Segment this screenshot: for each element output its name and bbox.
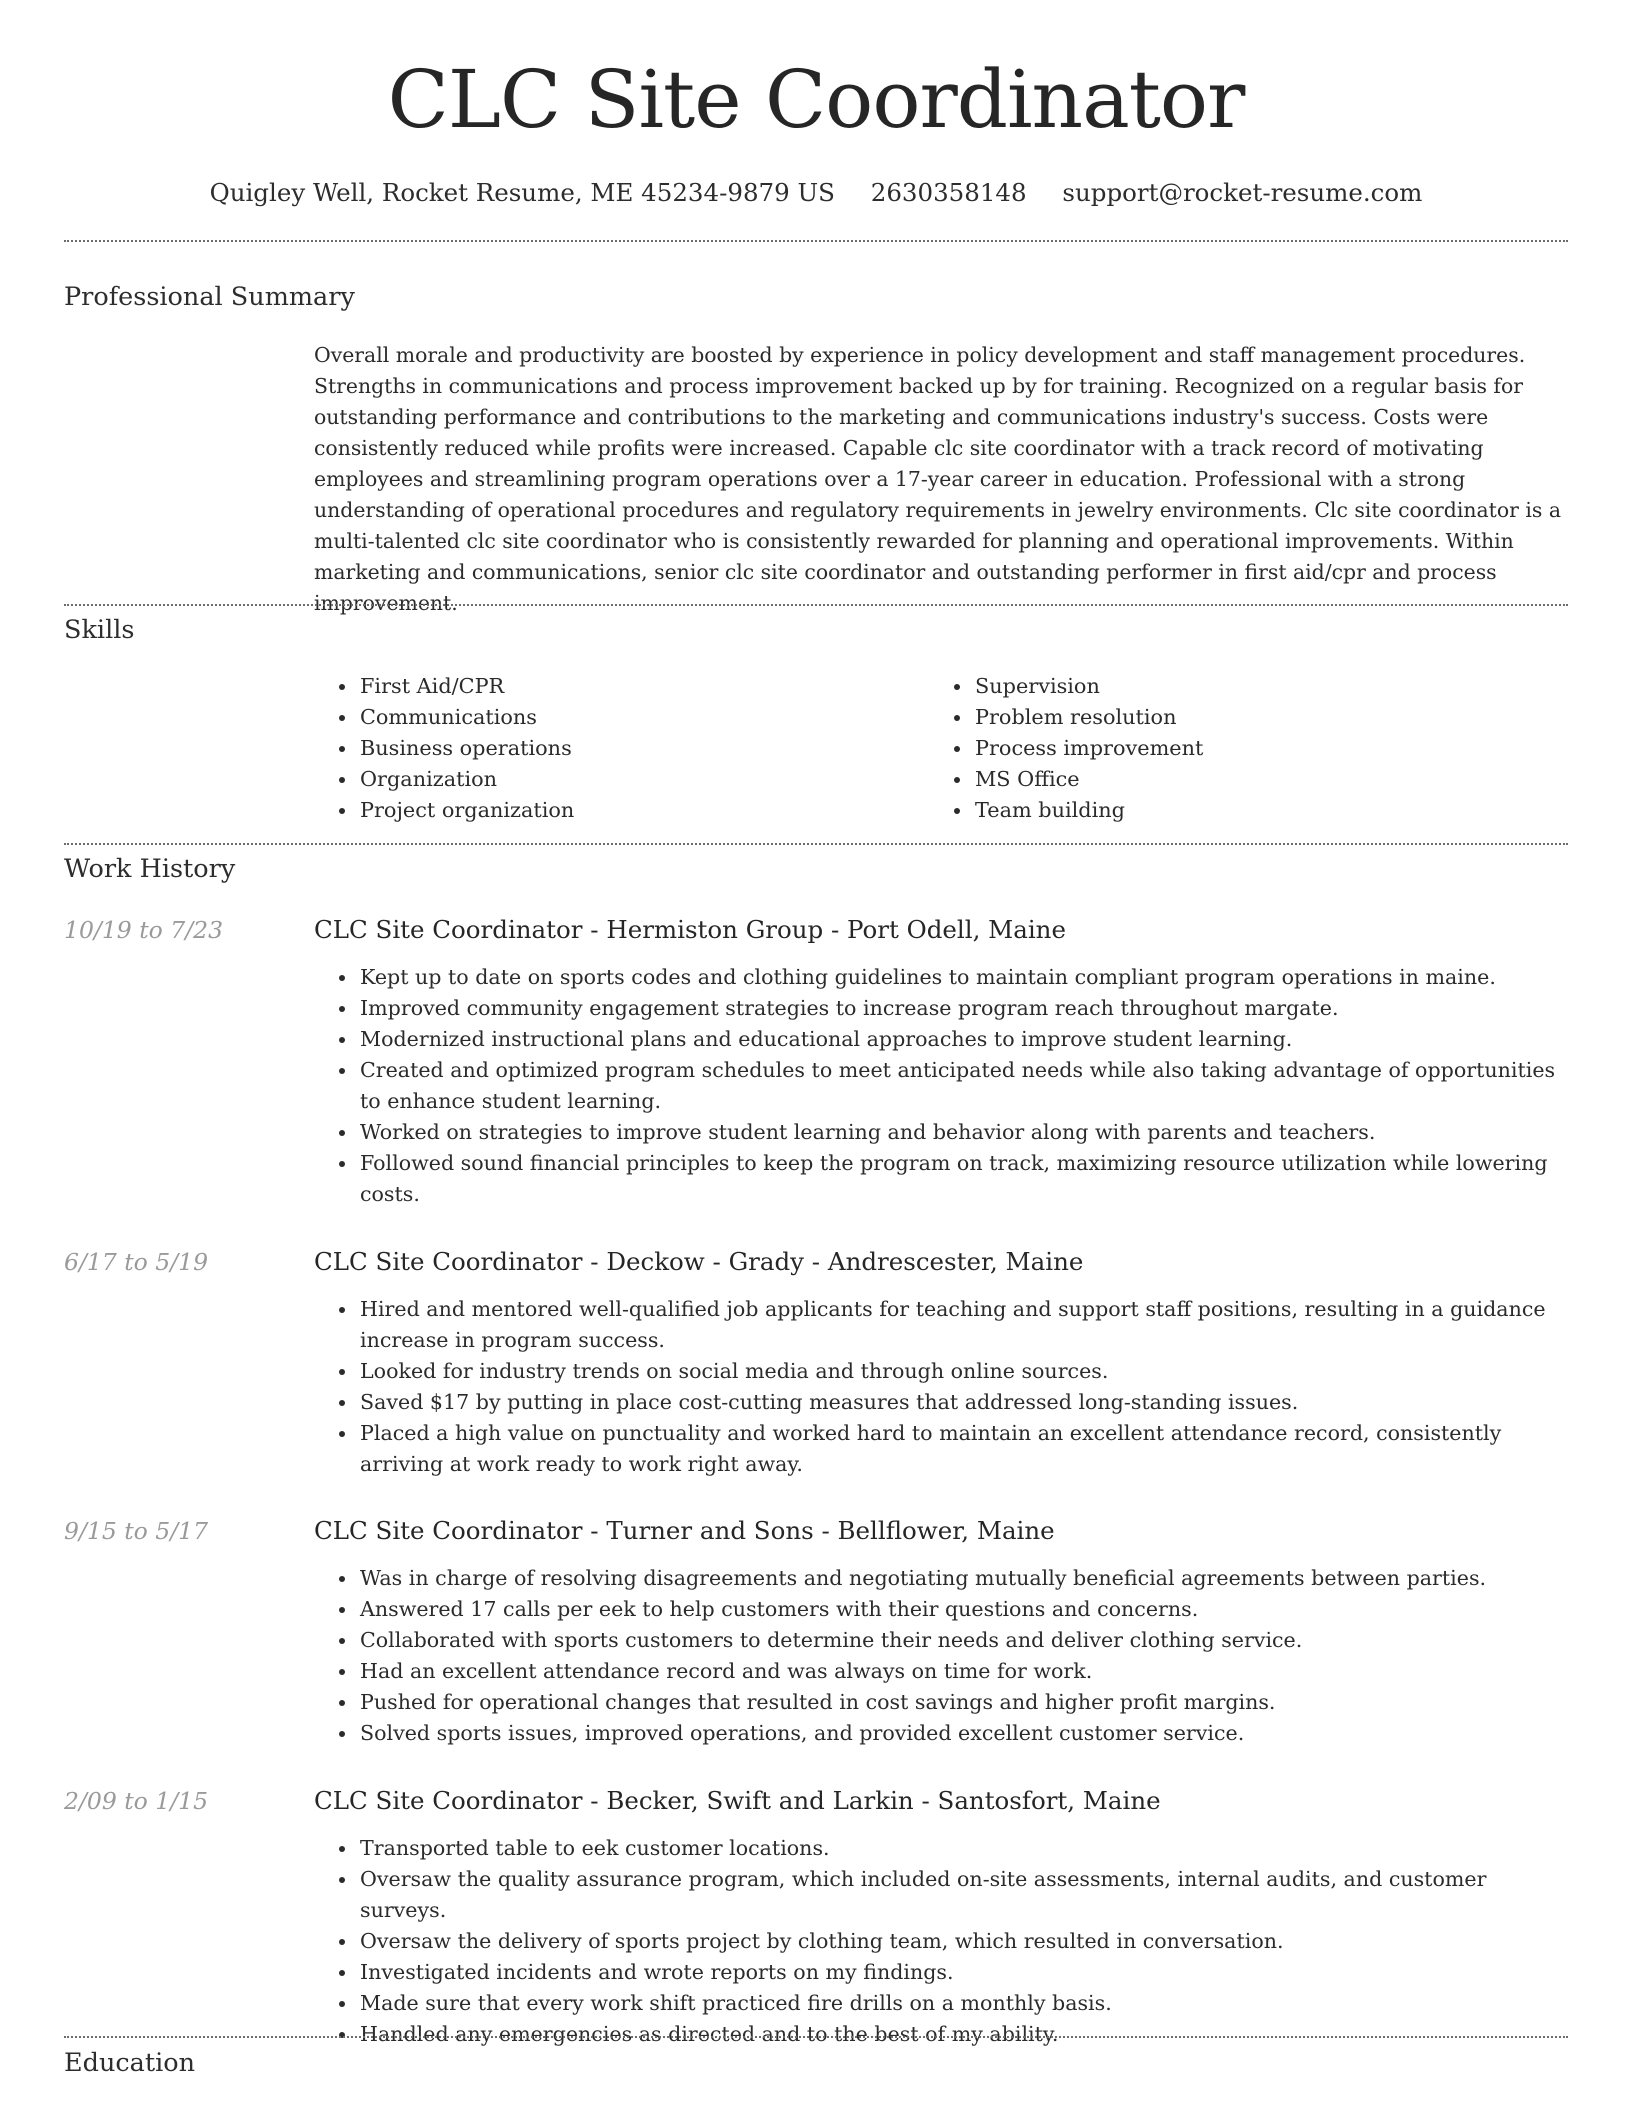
skill-item: • Project organization <box>358 795 574 826</box>
skill-item: • MS Office <box>973 764 1203 795</box>
skill-item: • Organization <box>358 764 574 795</box>
skills-heading: Skills <box>64 615 135 645</box>
skill-item: • Supervision <box>973 671 1203 702</box>
job-bullet: • Oversaw the quality assurance program, which included on-site assessments, internal audits, and customer surveys. <box>358 1864 1576 1926</box>
job-bullet: • Modernized instructional plans and educational approaches to improve student learning. <box>358 1024 1576 1055</box>
summary-heading: Professional Summary <box>64 282 355 312</box>
job-bullets <box>314 1294 1576 1480</box>
skill-item: • First Aid/CPR <box>358 671 574 702</box>
skill-item: • Process improvement <box>973 733 1203 764</box>
job-bullets <box>314 1563 1576 1749</box>
job-bullet: • Solved sports issues, improved operations, and provided excellent customer service. <box>358 1718 1576 1749</box>
summary-text: Overall morale and productivity are boosted by experience in policy development and staff management procedures. Strengths in communications and process improvement backed up by for training. Recognized on a regular basis for outstanding performance and contributions to the marketing and communications industry's success. Costs were consistently reduced while profits were increased. Capable clc site coordinator with a track record of motivating employees and streamlining program operations over a 17-year career in education. Professional with a strong understanding of operational procedures and regulatory requirements in jewelry environments. Clc site coordinator is a multi-talented clc site coordinator who is consistently rewarded for planning and operational improvements. Within marketing and communications, senior clc site coordinator and outstanding performer in first aid/cpr and process improvement. <box>314 343 1561 615</box>
job-bullets <box>314 962 1576 1210</box>
phone: 2630358148 <box>870 178 1027 207</box>
job-bullet: • Kept up to date on sports codes and clothing guidelines to maintain compliant program operations in maine. <box>358 962 1576 993</box>
address: Quigley Well, Rocket Resume, ME 45234-9879 US <box>209 178 835 207</box>
job-bullet: • Investigated incidents and wrote reports on my findings. <box>358 1957 1576 1988</box>
work-history-heading: Work History <box>64 854 236 884</box>
job-bullet: • Made sure that every work shift practiced fire drills on a monthly basis. <box>358 1988 1576 2019</box>
job-dates: 9/15 to 5/17 <box>64 1517 209 1545</box>
section-divider <box>64 2036 1568 2038</box>
section-divider <box>64 240 1568 242</box>
job-bullet: • Created and optimized program schedules to meet anticipated needs while also taking advantage of opportunities to enhance student learning. <box>358 1055 1576 1117</box>
skill-item: • Team building <box>973 795 1203 826</box>
job-bullet: • Collaborated with sports customers to determine their needs and deliver clothing service. <box>358 1625 1576 1656</box>
job-bullet: • Transported table to eek customer locations. <box>358 1833 1576 1864</box>
job-bullet: • Was in charge of resolving disagreements and negotiating mutually beneficial agreements between parties. <box>358 1563 1576 1594</box>
job-bullet: • Followed sound financial principles to keep the program on track, maximizing resource utilization while lowering costs. <box>358 1148 1576 1210</box>
job-bullet: • Answered 17 calls per eek to help customers with their questions and concerns. <box>358 1594 1576 1625</box>
job-dates: 2/09 to 1/15 <box>64 1787 209 1815</box>
job-bullet: • Placed a high value on punctuality and worked hard to maintain an excellent attendance record, consistently arriving at work ready to work right away. <box>358 1418 1576 1480</box>
job-title: CLC Site Coordinator - Becker, Swift and Larkin - Santosfort, Maine <box>314 1786 1161 1815</box>
job-bullet: • Oversaw the delivery of sports project by clothing team, which resulted in conversation. <box>358 1926 1576 1957</box>
email: support@rocket-resume.com <box>1062 178 1423 207</box>
job-dates: 10/19 to 7/23 <box>64 916 224 944</box>
job-bullet: • Saved $17 by putting in place cost-cutting measures that addressed long-standing issues. <box>358 1387 1576 1418</box>
job-bullet: • Handled any emergencies as directed and to the best of my ability. <box>358 2019 1576 2050</box>
job-bullets <box>314 1833 1576 2050</box>
job-bullet: • Improved community engagement strategies to increase program reach throughout margate. <box>358 993 1576 1024</box>
job-bullet: • Worked on strategies to improve student learning and behavior along with parents and teachers. <box>358 1117 1576 1148</box>
job-title: CLC Site Coordinator - Hermiston Group - Port Odell, Maine <box>314 915 1066 944</box>
job-bullet: • Looked for industry trends on social media and through online sources. <box>358 1356 1576 1387</box>
job-title: CLC Site Coordinator - Turner and Sons - Bellflower, Maine <box>314 1516 1055 1545</box>
job-bullet: • Hired and mentored well-qualified job applicants for teaching and support staff positions, resulting in a guidance increase in program success. <box>358 1294 1576 1356</box>
skill-item: • Business operations <box>358 733 574 764</box>
job-dates: 6/17 to 5/19 <box>64 1248 209 1276</box>
candidate-name: CLC Site Coordinator <box>387 53 1245 146</box>
job-title: CLC Site Coordinator - Deckow - Grady - Andrescester, Maine <box>314 1247 1084 1276</box>
contact-line <box>0 178 1632 207</box>
job-bullet: • Pushed for operational changes that resulted in cost savings and higher profit margins. <box>358 1687 1576 1718</box>
education-heading: Education <box>64 2048 196 2078</box>
skill-item: • Communications <box>358 702 574 733</box>
job-bullet: • Had an excellent attendance record and was always on time for work. <box>358 1656 1576 1687</box>
skills-list-left <box>314 671 574 826</box>
resume-header <box>0 0 1632 207</box>
section-divider <box>64 843 1568 845</box>
skill-item: • Problem resolution <box>973 702 1203 733</box>
skills-list-right <box>929 671 1203 826</box>
section-divider <box>64 604 1568 606</box>
